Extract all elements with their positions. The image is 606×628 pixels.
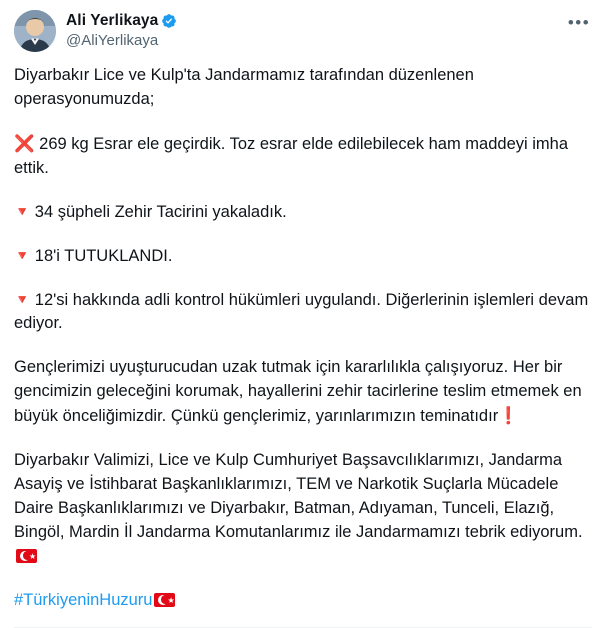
display-name-row[interactable] <box>66 11 177 30</box>
cross-mark-icon: ❌ <box>14 133 35 153</box>
paragraph-text: Diyarbakır Lice ve Kulp'ta Jandarmamız tarafından düzenlenen operasyonumuzda; <box>14 66 479 108</box>
tweet-paragraph <box>14 132 592 181</box>
tweet-paragraph <box>14 245 592 269</box>
tweet-paragraph <box>14 289 592 337</box>
verified-badge-icon <box>161 13 177 29</box>
paragraph-text: 18'i TUTUKLANDI. <box>34 246 173 265</box>
red-triangle-down-icon: 🔻 <box>14 204 31 220</box>
author-block <box>66 10 177 52</box>
tweet-text <box>14 64 592 621</box>
exclamation-mark-icon: ❗ <box>498 406 519 426</box>
red-triangle-down-icon: 🔻 <box>14 292 31 308</box>
tweet-paragraph <box>14 449 592 569</box>
tweet-header <box>14 10 592 52</box>
paragraph-text: 269 kg Esrar ele geçirdik. Toz esrar elde edilebilecek ham maddeyi imha ettik. <box>14 134 573 177</box>
hashtag-line <box>14 589 592 621</box>
paragraph-text: Diyarbakır Valimizi, Lice ve Kulp Cumhuriyet Başsavcılıklarımızı, Jandarma Asayiş ve İstihbarat Başkanlıklarımızı, TEM ve Narkotik Suçlarla Mücadele Daire Başkanlıklarımızı ve Diyarbakır, Batman, Adıyaman, Tunceli, Elazığ, Bingöl, Mardin İl Jandarma Komutanlarımız ile Jandarmamızı tebrik ediyorum. <box>14 451 583 541</box>
turkish-flag-icon: ★ <box>154 593 175 607</box>
turkish-flag-icon: ★ <box>16 549 37 563</box>
paragraph-text: 34 şüpheli Zehir Tacirini yakaladık. <box>34 202 287 221</box>
paragraph-text: Gençlerimizi uyuşturucudan uzak tutmak için kararlılıkla çalışıyoruz. Her bir gencimizin geleceğini korumak, hayallerini zehir tacirlerine teslim etmemek en büyük önceliğimizdir. Çünkü gençlerimiz, yarınlarımızın teminatıdır <box>14 358 587 426</box>
avatar[interactable] <box>14 10 56 52</box>
display-name: Ali Yerlikaya <box>66 12 159 30</box>
hashtag-link[interactable]: #TürkiyeninHuzuru <box>14 590 153 609</box>
user-handle[interactable]: @AliYerlikaya <box>66 31 159 49</box>
tweet-paragraph <box>14 201 592 225</box>
more-options-icon[interactable]: ••• <box>567 12 591 32</box>
red-triangle-down-icon: 🔻 <box>14 248 31 264</box>
paragraph-text: 12'si hakkında adli kontrol hükümleri uygulandı. Diğerlerinin işlemleri devam ediyor. <box>14 290 593 333</box>
tweet-paragraph <box>14 64 592 112</box>
tweet-paragraph <box>14 356 592 429</box>
